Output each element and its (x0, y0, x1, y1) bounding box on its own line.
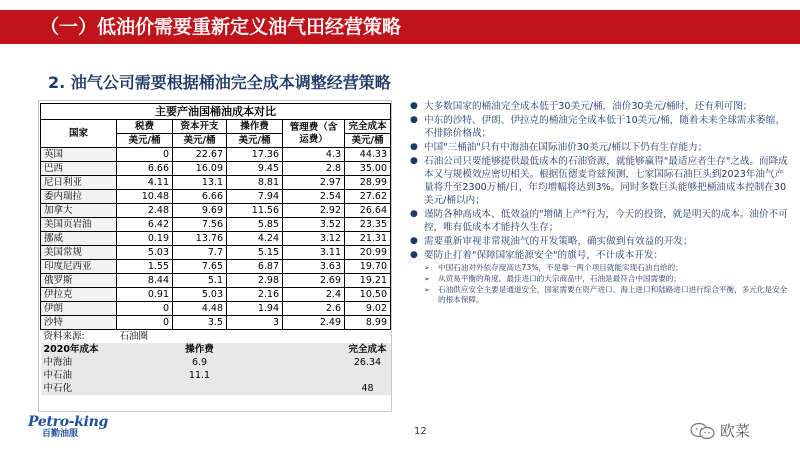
table-row (41, 246, 391, 260)
cell-opex: 7.94 (227, 190, 283, 204)
cell-admin: 2.6 (283, 302, 345, 316)
table-row (41, 148, 391, 162)
cell-country: 委内瑞拉 (41, 190, 117, 204)
header-capex: 资本开支 (173, 120, 227, 134)
source-value: 石油圈 (119, 330, 149, 342)
cell-capex: 7.65 (173, 260, 227, 274)
cost-2020-row (41, 382, 391, 395)
sub-bullet-item (408, 285, 788, 305)
logo-main-text: Petro-king (28, 414, 109, 430)
page-number: 12 (414, 426, 427, 437)
cell-capex: 6.66 (173, 190, 227, 204)
cell-total: 9.02 (345, 302, 391, 316)
bullet-item (408, 100, 788, 113)
cell-total: 20.99 (345, 246, 391, 260)
bullet-text: 大多数国家的桶油完全成本低于30美元/桶，油价30美元/桶时，还有利可图； (424, 101, 753, 112)
header-total: 完全成本 (345, 120, 391, 134)
cell-opex: 17.36 (227, 148, 283, 162)
cell-opex: 11.56 (227, 204, 283, 218)
cost-2020-opex-header: 操作费 (173, 343, 227, 356)
unit-tax: 美元/桶 (117, 134, 173, 148)
header-bar (0, 10, 800, 44)
cell-total: 23.35 (345, 218, 391, 232)
cell-tax: 2.48 (117, 204, 173, 218)
wechat-icon (690, 422, 716, 440)
cell-opex: 2.16 (227, 288, 283, 302)
cell-total: 10.50 (345, 288, 391, 302)
logo-sub-text: 百勤油服 (42, 429, 79, 439)
cell-total: 21.31 (345, 232, 391, 246)
cell-admin: 4.3 (283, 148, 345, 162)
cell-tax: 0.19 (117, 232, 173, 246)
header-country: 国家 (41, 120, 117, 148)
cell-total: 27.62 (345, 190, 391, 204)
bullet-text: 中东的沙特、伊朗、伊拉克的桶油完全成本低于10美元/桶，随着未来全球需求萎缩、不排除价格战； (424, 115, 785, 139)
cost-2020-company: 中石化 (41, 382, 117, 395)
cell-opex: 5.85 (227, 218, 283, 232)
cost-2020-row (41, 369, 391, 382)
cell-admin: 2.49 (283, 316, 345, 330)
cost-table-title: 主要产油国桶油成本对比 (41, 104, 391, 120)
sub-bullet-item (408, 263, 788, 273)
cell-country: 尼日利亚 (41, 176, 117, 190)
cost-table-panel (38, 100, 392, 412)
bullet-dot-icon: ● (410, 115, 418, 125)
bullet-text: 需要重新审视非常规油气的开发策略，确实做到有效益的开发； (424, 236, 693, 247)
cell-country: 美国页岩油 (41, 218, 117, 232)
cell-country: 俄罗斯 (41, 274, 117, 288)
cell-total: 44.33 (345, 148, 391, 162)
bullet-dot-icon: ● (410, 236, 418, 246)
bullet-dot-icon: ● (410, 156, 418, 166)
cell-capex: 9.69 (173, 204, 227, 218)
cell-capex: 3.5 (173, 316, 227, 330)
cost-2020-total: 26.34 (345, 356, 391, 369)
cell-capex: 4.48 (173, 302, 227, 316)
cell-tax: 0 (117, 302, 173, 316)
sub-bullet-text: 石油供应安全主要是通道安全，国家需要在资产进口、海上进口和陆路进口进行综合平衡，多元化是安全的根本保障。 (438, 285, 788, 304)
cell-opex: 6.87 (227, 260, 283, 274)
arrow-bullet-icon: ➢ (424, 264, 430, 272)
cell-tax: 4.11 (117, 176, 173, 190)
cell-country: 英国 (41, 148, 117, 162)
cell-admin: 2.8 (283, 162, 345, 176)
cell-admin: 3.11 (283, 246, 345, 260)
cell-opex: 1.94 (227, 302, 283, 316)
cell-total: 8.99 (345, 316, 391, 330)
bullet-dot-icon: ● (410, 250, 418, 260)
cell-admin: 3.63 (283, 260, 345, 274)
cell-country: 加拿大 (41, 204, 117, 218)
cell-opex: 5.15 (227, 246, 283, 260)
bullet-item (408, 235, 788, 248)
arrow-bullet-icon: ➢ (424, 286, 430, 294)
bullet-text: 石油公司只要能够提供最低成本的石油资源，就能够赢得"最适应者生存"之战。而降成本又与规模效应密切相关。根据伍德麦肯兹预测，七家国际石油巨头到2023年油气产量将升至2300万桶/日，年均增幅将达到3%。同时多数巨头能够把桶油成本控制在30美元/桶以内； (424, 156, 788, 206)
cell-tax: 0 (117, 316, 173, 330)
bullet-text: 中国"三桶油"只有中海油在国际油价30美元/桶以下仍有生存能力； (424, 142, 708, 153)
cell-capex: 13.76 (173, 232, 227, 246)
cell-country: 挪威 (41, 232, 117, 246)
cell-capex: 16.09 (173, 162, 227, 176)
cost-table (40, 103, 391, 395)
cell-country: 美国常规 (41, 246, 117, 260)
unit-total: 美元/桶 (345, 134, 391, 148)
cell-total: 19.21 (345, 274, 391, 288)
bullet-item (408, 249, 788, 262)
cell-tax: 0.91 (117, 288, 173, 302)
header-opex: 操作费 (227, 120, 283, 134)
cost-2020-opex: 6.9 (173, 356, 227, 369)
bullet-item (408, 155, 788, 207)
cell-tax: 10.48 (117, 190, 173, 204)
bullet-list (408, 100, 788, 305)
cell-opex: 4.24 (227, 232, 283, 246)
table-row (41, 204, 391, 218)
header-admin: 管理费（含运费） (283, 120, 345, 148)
cell-admin: 2.54 (283, 190, 345, 204)
cell-tax: 1.55 (117, 260, 173, 274)
bullet-item (408, 208, 788, 234)
table-row (41, 274, 391, 288)
bullet-dot-icon: ● (410, 101, 418, 111)
cell-total: 26.64 (345, 204, 391, 218)
arrow-bullet-icon: ➢ (424, 275, 430, 283)
table-row (41, 218, 391, 232)
section-heading: 2. 油气公司需要根据桶油完全成本调整经营策略 (48, 73, 391, 92)
cell-opex: 8.81 (227, 176, 283, 190)
cell-admin: 2.92 (283, 204, 345, 218)
cell-admin: 3.12 (283, 232, 345, 246)
cell-tax: 6.42 (117, 218, 173, 232)
cell-total: 19.70 (345, 260, 391, 274)
cost-2020-company: 中石油 (41, 369, 117, 382)
slide-title: （一）低油价需要重新定义油气田经营策略 (40, 16, 402, 38)
cell-country: 伊拉克 (41, 288, 117, 302)
cost-2020-opex (173, 382, 227, 395)
table-row (41, 232, 391, 246)
sub-bullet-text: 从贸易平衡的角度，最佳进口的大宗商品中，石油是最符合中国需要的； (438, 274, 681, 283)
sub-bullet-text: 中国石油对外依存度高达73%，不是靠一两个项目就能实现石油自给的； (438, 263, 683, 272)
cell-country: 巴西 (41, 162, 117, 176)
header-tax: 税费 (117, 120, 173, 134)
table-row (41, 190, 391, 204)
cell-country: 沙特 (41, 316, 117, 330)
watermark (690, 420, 750, 441)
bullet-text: 谨防各种高成本、低效益的"增储上产"行为，今天的投资，就是明天的成本。油价不可控，唯有低成本才能持久生存； (424, 209, 788, 233)
cell-country: 印度尼西亚 (41, 260, 117, 274)
table-row (41, 162, 391, 176)
cell-capex: 5.1 (173, 274, 227, 288)
cost-2020-total: 48 (345, 382, 391, 395)
cost-2020-opex: 11.1 (173, 369, 227, 382)
cell-capex: 7.7 (173, 246, 227, 260)
cell-capex: 7.56 (173, 218, 227, 232)
table-row (41, 302, 391, 316)
cell-tax: 6.66 (117, 162, 173, 176)
sub-bullet-item (408, 274, 788, 284)
cell-capex: 5.03 (173, 288, 227, 302)
bullet-item (408, 114, 788, 140)
cell-admin: 2.69 (283, 274, 345, 288)
cost-2020-total-header: 完全成本 (345, 343, 391, 356)
cost-2020-total (345, 369, 391, 382)
cell-admin: 3.52 (283, 218, 345, 232)
watermark-text: 欧菜 (720, 422, 751, 440)
cell-capex: 22.67 (173, 148, 227, 162)
bullet-dot-icon: ● (410, 209, 418, 219)
cost-2020-company: 中海油 (41, 356, 117, 369)
cell-opex: 2.98 (227, 274, 283, 288)
cell-country: 伊朗 (41, 302, 117, 316)
company-logo (28, 415, 108, 440)
unit-capex: 美元/桶 (173, 134, 227, 148)
table-row (41, 288, 391, 302)
cell-capex: 13.1 (173, 176, 227, 190)
unit-opex: 美元/桶 (227, 134, 283, 148)
cost-2020-row (41, 356, 391, 369)
cost-2020-label: 2020年成本 (41, 343, 117, 356)
table-row (41, 316, 391, 330)
cell-tax: 5.03 (117, 246, 173, 260)
cell-opex: 3 (227, 316, 283, 330)
cell-admin: 2.97 (283, 176, 345, 190)
cell-total: 35.00 (345, 162, 391, 176)
cell-tax: 8.44 (117, 274, 173, 288)
bullet-text: 要防止打着"保障国家能源安全"的旗号，不计成本开发： (424, 250, 664, 261)
cell-admin: 2.4 (283, 288, 345, 302)
bullet-dot-icon: ● (410, 142, 418, 152)
table-row (41, 260, 391, 274)
cell-total: 28.99 (345, 176, 391, 190)
bullet-item (408, 141, 788, 154)
source-label: 资料来源: (43, 330, 85, 342)
cell-tax: 0 (117, 148, 173, 162)
cell-opex: 9.45 (227, 162, 283, 176)
table-row (41, 176, 391, 190)
